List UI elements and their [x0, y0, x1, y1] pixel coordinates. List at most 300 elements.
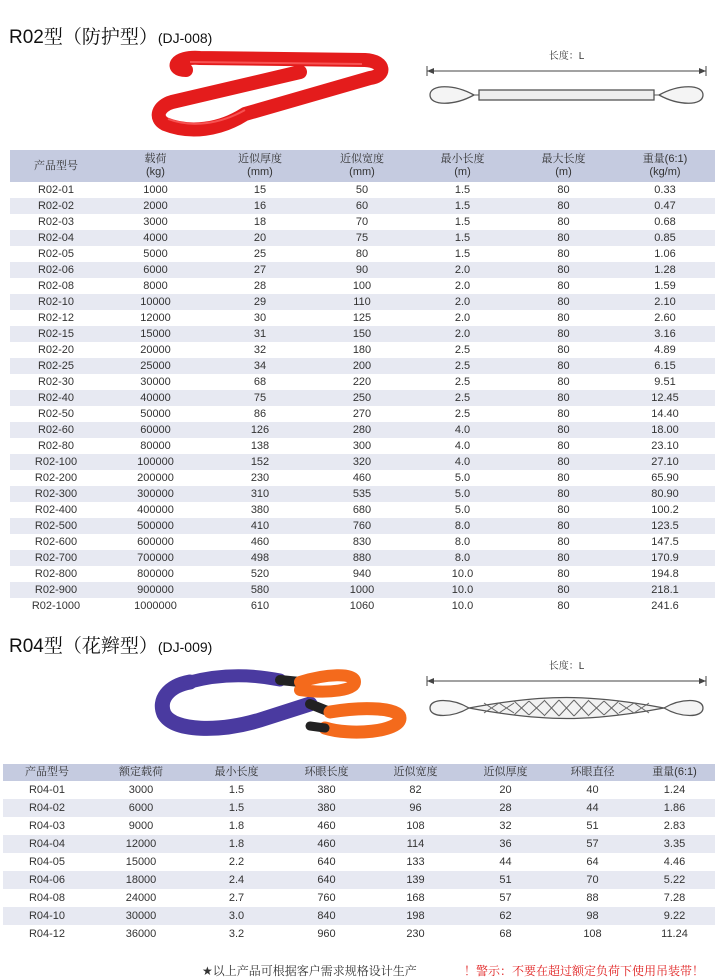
table-cell: 80: [512, 422, 615, 438]
table-cell: 320: [311, 454, 413, 470]
table-cell: 960: [317, 928, 336, 940]
table-cell: 2.0: [413, 326, 512, 342]
r02-col-header-label: 最大长度: [541, 153, 586, 165]
table-cell: 18.00: [615, 422, 715, 438]
table-cell: 2.5: [454, 344, 471, 356]
r02-col-header-unit: (m): [555, 166, 572, 178]
table-cell: 880: [311, 550, 413, 566]
table-cell: 2.5: [413, 390, 512, 406]
table-cell: 400000: [137, 504, 174, 516]
table-cell: 200000: [137, 472, 174, 484]
table-cell: 70: [355, 216, 369, 228]
table-cell: R02-900: [10, 582, 102, 598]
table-cell: 460: [282, 835, 371, 853]
table-cell: 8.0: [413, 550, 512, 566]
table-cell: 80: [557, 440, 570, 452]
table-cell: 9.22: [634, 907, 715, 925]
table-cell: 2.7: [228, 892, 245, 904]
table-cell: 110: [311, 294, 413, 310]
table-cell: 20: [209, 230, 311, 246]
table-cell: 10.0: [413, 582, 512, 598]
r04-col-header: 产品型号: [3, 764, 91, 781]
table-cell: R02-800: [34, 568, 78, 580]
table-cell: 2.5: [454, 408, 471, 420]
table-row: [10, 182, 715, 198]
table-row: [10, 582, 715, 598]
table-cell: 5.0: [454, 504, 471, 516]
r04-length-label: 长度：L: [548, 661, 585, 672]
table-cell: 80: [512, 294, 615, 310]
table-cell: 98: [551, 907, 634, 925]
table-cell: 60000: [102, 422, 209, 438]
table-cell: 2.2: [228, 856, 245, 868]
table-row: [10, 422, 715, 438]
table-cell: 520: [250, 568, 270, 580]
r02-header-row: [10, 150, 715, 182]
table-cell: 27.10: [615, 454, 715, 470]
table-cell: 2.5: [454, 376, 471, 388]
r02-spec-table: [10, 150, 715, 614]
table-cell: 198: [371, 907, 460, 925]
table-cell: 12000: [91, 835, 191, 853]
table-cell: 88: [586, 892, 599, 904]
table-row: [3, 907, 715, 925]
table-cell: R02-100: [10, 454, 102, 470]
table-cell: 380: [317, 784, 336, 796]
braided-sling-photo: [150, 660, 410, 750]
table-cell: 80: [512, 486, 615, 502]
r02-col-header: [413, 150, 512, 182]
table-cell: 75: [311, 230, 413, 246]
table-cell: 1.5: [413, 198, 512, 214]
table-cell: 1.5: [191, 799, 282, 817]
r02-col-header: [512, 150, 615, 182]
table-cell: R04-12: [28, 928, 66, 940]
table-row: [10, 342, 715, 358]
table-cell: 125: [352, 312, 372, 324]
table-cell: 1.5: [228, 784, 245, 796]
table-cell: 30000: [91, 907, 191, 925]
table-row: [10, 294, 715, 310]
table-cell: 23.10: [651, 440, 679, 452]
table-row: [3, 817, 715, 835]
table-row: [10, 198, 715, 214]
table-cell: 80: [512, 550, 615, 566]
table-row: [10, 374, 715, 390]
table-cell: 230: [250, 472, 270, 484]
table-cell: 4000: [102, 230, 209, 246]
table-cell: 1000: [311, 582, 413, 598]
table-cell: 241.6: [651, 600, 679, 612]
table-cell: 380: [250, 504, 270, 516]
table-cell: 25: [253, 248, 267, 260]
table-cell: 65.90: [651, 472, 679, 484]
r04-spec-table: [3, 764, 715, 943]
table-cell: 28: [460, 799, 551, 817]
table-row: [10, 390, 715, 406]
table-cell: 5.0: [454, 472, 471, 484]
r02-col-header-label: 近似宽度: [340, 153, 384, 165]
table-cell: 460: [352, 472, 372, 484]
table-cell: 80: [512, 518, 615, 534]
table-cell: 3.16: [615, 326, 715, 342]
r04-col-header: 最小长度: [191, 764, 282, 781]
table-cell: 1.86: [634, 799, 715, 817]
table-cell: 80: [557, 408, 570, 420]
table-cell: R02-10: [10, 294, 102, 310]
table-cell: R02-03: [37, 216, 75, 228]
table-cell: 80: [557, 216, 570, 228]
table-cell: 50: [355, 184, 369, 196]
table-row: [10, 326, 715, 342]
r02-col-header-unit: (mm): [349, 166, 375, 178]
r04-col-header: 近似厚度: [460, 764, 551, 781]
table-cell: 6000: [91, 799, 191, 817]
table-cell: 80: [512, 358, 615, 374]
table-cell: 10000: [102, 294, 209, 310]
table-cell: 36: [460, 835, 551, 853]
table-row: [10, 438, 715, 454]
table-cell: 4.0: [413, 422, 512, 438]
table-cell: 60: [311, 198, 413, 214]
table-cell: 4.0: [454, 440, 471, 452]
table-cell: 80: [512, 454, 615, 470]
table-cell: R04-02: [3, 799, 91, 817]
table-cell: 68: [499, 928, 512, 940]
table-row: [3, 853, 715, 871]
table-cell: 80: [557, 568, 570, 580]
table-cell: R04-06: [3, 871, 91, 889]
table-cell: 18000: [91, 871, 191, 889]
r02-length-diagram: [424, 47, 709, 119]
table-cell: 680: [352, 504, 372, 516]
table-row: [10, 246, 715, 262]
table-cell: 230: [406, 928, 425, 940]
table-cell: R02-15: [10, 326, 102, 342]
r02-col-header: [615, 150, 715, 182]
table-row: [3, 871, 715, 889]
table-cell: 44: [551, 799, 634, 817]
table-cell: 36000: [125, 928, 157, 940]
table-cell: 610: [250, 600, 270, 612]
table-cell: 250: [311, 390, 413, 406]
r04-length-diagram: [424, 657, 709, 729]
table-cell: 80: [512, 198, 615, 214]
table-cell: R02-02: [10, 198, 102, 214]
table-cell: 0.68: [654, 216, 676, 228]
table-cell: 9000: [128, 820, 154, 832]
table-cell: 32: [499, 820, 512, 832]
table-cell: 80: [557, 248, 570, 260]
table-cell: 5000: [143, 248, 168, 260]
table-cell: 800000: [137, 568, 174, 580]
table-cell: 133: [406, 856, 425, 868]
r02-col-header-label: 产品型号: [34, 159, 78, 172]
table-cell: 68: [253, 376, 267, 388]
table-cell: R02-04: [10, 230, 102, 246]
table-row: [10, 598, 715, 614]
table-cell: 900000: [102, 582, 209, 598]
table-cell: 498: [209, 550, 311, 566]
table-cell: 1.28: [615, 262, 715, 278]
table-cell: 20: [499, 784, 512, 796]
table-cell: 6.15: [615, 358, 715, 374]
r04-col-header: 重量(6:1): [634, 764, 715, 781]
table-cell: 51: [460, 871, 551, 889]
table-row: [10, 550, 715, 566]
table-cell: 30: [253, 312, 267, 324]
table-cell: 57: [499, 892, 512, 904]
table-cell: R02-25: [10, 358, 102, 374]
r04-title-text: R04型（花辫型）: [9, 636, 158, 657]
table-cell: 2.0: [413, 262, 512, 278]
table-cell: R02-1000: [31, 600, 81, 612]
table-cell: 28: [253, 280, 267, 292]
table-cell: 410: [209, 518, 311, 534]
table-cell: R02-300: [10, 486, 102, 502]
table-cell: 2.10: [615, 294, 715, 310]
r02-col-header: [102, 150, 209, 182]
table-cell: 123.5: [615, 518, 715, 534]
table-cell: 1.5: [454, 248, 471, 260]
table-cell: 100000: [102, 454, 209, 470]
table-cell: 50000: [140, 408, 171, 420]
table-cell: 7.28: [663, 892, 686, 904]
table-cell: 138: [250, 440, 270, 452]
table-row: [10, 518, 715, 534]
table-row: [10, 534, 715, 550]
table-cell: 940: [352, 568, 372, 580]
table-row: [10, 214, 715, 230]
table-cell: 1.8: [191, 835, 282, 853]
table-cell: 0.47: [615, 198, 715, 214]
table-cell: 15: [253, 184, 267, 196]
table-cell: 2.0: [413, 294, 512, 310]
table-cell: 12000: [140, 312, 171, 324]
table-cell: 31: [209, 326, 311, 342]
r02-col-header-label: 近似厚度: [238, 153, 282, 165]
r02-col-header-unit: (m): [454, 166, 471, 178]
table-cell: 80: [557, 472, 570, 484]
table-cell: 10.0: [451, 600, 474, 612]
table-cell: R04-04: [3, 835, 91, 853]
table-cell: 270: [352, 408, 372, 420]
table-cell: 82: [409, 784, 422, 796]
table-cell: 16: [209, 198, 311, 214]
table-cell: 170.9: [615, 550, 715, 566]
footer-note: ★以上产品可根据客户需求规格设计生产: [202, 964, 417, 978]
table-cell: 3.35: [634, 835, 715, 853]
table-cell: 6000: [102, 262, 209, 278]
table-cell: R02-01: [37, 184, 75, 196]
r02-title-text: R02型（防护型）: [9, 27, 158, 48]
table-cell: 1.5: [454, 184, 471, 196]
table-cell: 194.8: [651, 568, 679, 580]
table-cell: 8000: [143, 280, 168, 292]
table-cell: 460: [250, 536, 270, 548]
table-row: [3, 925, 715, 943]
table-cell: 310: [209, 486, 311, 502]
r04-col-header: 额定载荷: [91, 764, 191, 781]
table-row: [3, 889, 715, 907]
r02-sling-drawing: [424, 62, 709, 114]
table-cell: R04-05: [28, 856, 66, 868]
table-cell: 3.0: [191, 907, 282, 925]
table-cell: 64: [586, 856, 599, 868]
table-cell: 70: [551, 871, 634, 889]
table-cell: 3000: [143, 216, 168, 228]
table-row: [10, 358, 715, 374]
table-cell: 90: [311, 262, 413, 278]
table-cell: 830: [352, 536, 372, 548]
r02-col-header-label: 重量(6:1): [642, 153, 688, 165]
table-cell: 640: [282, 871, 371, 889]
table-cell: 80.90: [615, 486, 715, 502]
table-cell: R02-08: [37, 280, 75, 292]
r02-col-header: [311, 150, 413, 182]
table-cell: 4.89: [654, 344, 676, 356]
r04-col-header: 近似宽度: [371, 764, 460, 781]
table-cell: 12.45: [615, 390, 715, 406]
table-cell: 80: [512, 262, 615, 278]
r02-col-header-label: 载荷: [144, 153, 167, 165]
table-cell: 300000: [102, 486, 209, 502]
table-cell: 2000: [102, 198, 209, 214]
table-cell: R02-30: [37, 376, 75, 388]
table-row: [10, 278, 715, 294]
table-cell: R04-03: [28, 820, 66, 832]
table-cell: 3000: [128, 784, 154, 796]
table-cell: 2.60: [654, 312, 676, 324]
table-cell: 1000000: [134, 600, 177, 612]
table-cell: 380: [282, 799, 371, 817]
table-cell: 700000: [102, 550, 209, 566]
table-cell: 300: [352, 440, 372, 452]
table-cell: 32: [253, 344, 267, 356]
r02-col-header-unit: (kg): [146, 166, 165, 178]
r02-col-header-unit: (mm): [247, 166, 273, 178]
table-row: [10, 262, 715, 278]
r02-length-label: 长度：L: [548, 51, 585, 62]
table-cell: 80: [512, 230, 615, 246]
table-cell: 2.83: [663, 820, 686, 832]
table-cell: R02-500: [10, 518, 102, 534]
table-row: [10, 486, 715, 502]
table-cell: 51: [586, 820, 599, 832]
table-cell: 1.59: [654, 280, 676, 292]
table-cell: R02-200: [34, 472, 78, 484]
table-cell: 40000: [102, 390, 209, 406]
table-cell: 27: [209, 262, 311, 278]
table-cell: 75: [209, 390, 311, 406]
table-cell: R02-80: [37, 440, 75, 452]
table-cell: 80: [512, 582, 615, 598]
table-cell: 218.1: [615, 582, 715, 598]
table-cell: 25000: [102, 358, 209, 374]
table-cell: 100.2: [651, 504, 679, 516]
table-cell: 108: [406, 820, 425, 832]
table-cell: R02-50: [37, 408, 75, 420]
table-cell: 1060: [349, 600, 375, 612]
table-row: [10, 454, 715, 470]
r04-col-header: 环眼长度: [282, 764, 371, 781]
table-cell: 62: [460, 907, 551, 925]
table-cell: 150: [311, 326, 413, 342]
table-cell: 80: [557, 312, 570, 324]
table-cell: 0.85: [615, 230, 715, 246]
table-cell: 11.24: [661, 928, 688, 940]
table-cell: 2.0: [454, 312, 471, 324]
table-cell: 147.5: [651, 536, 679, 548]
table-cell: 2.0: [454, 280, 471, 292]
table-cell: 1.24: [663, 784, 686, 796]
table-cell: R04-01: [28, 784, 66, 796]
table-cell: 18: [253, 216, 267, 228]
table-cell: 100: [352, 280, 372, 292]
r02-col-header-label: 最小长度: [440, 153, 485, 165]
table-row: [3, 799, 715, 817]
table-cell: 1.06: [654, 248, 676, 260]
table-cell: 1000: [143, 184, 168, 196]
table-cell: 14.40: [651, 408, 679, 420]
table-cell: 10.0: [451, 568, 474, 580]
table-cell: 1.5: [413, 230, 512, 246]
table-cell: 840: [282, 907, 371, 925]
table-cell: 80: [557, 280, 570, 292]
table-cell: 80: [557, 504, 570, 516]
r02-col-header: [10, 150, 102, 182]
table-cell: R04-08: [28, 892, 66, 904]
table-row: [10, 502, 715, 518]
table-cell: 108: [583, 928, 602, 940]
table-cell: 168: [406, 892, 425, 904]
table-cell: 24000: [125, 892, 157, 904]
table-cell: 1.8: [228, 820, 245, 832]
table-cell: 640: [317, 856, 336, 868]
table-cell: 280: [311, 422, 413, 438]
table-cell: 8.0: [413, 518, 512, 534]
table-cell: R02-60: [10, 422, 102, 438]
table-cell: 29: [209, 294, 311, 310]
table-cell: 80000: [140, 440, 171, 452]
round-sling-photo: [150, 50, 395, 140]
r04-col-header: 环眼直径: [551, 764, 634, 781]
table-cell: 80: [557, 344, 570, 356]
table-row: [10, 310, 715, 326]
table-row: [10, 230, 715, 246]
r04-header-row: [3, 764, 715, 781]
table-cell: 2.5: [413, 358, 512, 374]
table-row: [10, 566, 715, 582]
table-cell: 8.0: [454, 536, 471, 548]
table-cell: 220: [352, 376, 372, 388]
r04-title: [9, 631, 212, 658]
table-cell: 9.51: [654, 376, 676, 388]
table-cell: 760: [317, 892, 336, 904]
table-cell: 80: [557, 536, 570, 548]
table-row: [10, 406, 715, 422]
r02-title: [9, 22, 212, 49]
table-row: [3, 835, 715, 853]
table-cell: 2.4: [191, 871, 282, 889]
table-cell: 180: [352, 344, 372, 356]
r04-table-body: [3, 781, 715, 943]
table-cell: 40: [586, 784, 599, 796]
footer-warning: ！警示：不要在超过额定负荷下使用吊装带！: [464, 964, 705, 978]
table-cell: 20000: [140, 344, 171, 356]
r02-col-header-unit: (kg/m): [649, 166, 681, 178]
r04-code: (DJ-009): [157, 639, 213, 655]
